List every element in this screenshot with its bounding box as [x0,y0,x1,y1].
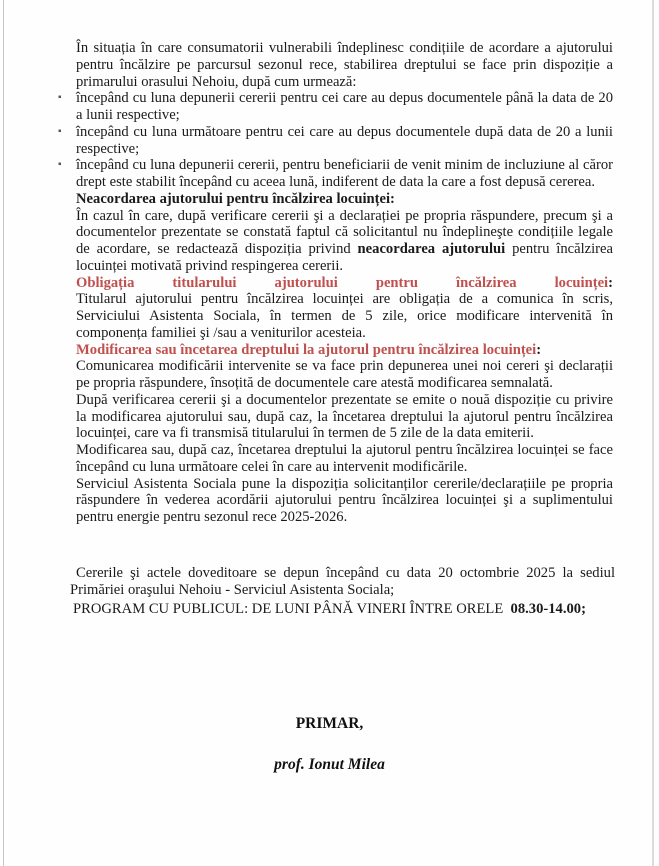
modification-heading-colon: : [536,341,542,358]
modification-paragraph: Serviciul Asistenta Sociala pune la dispoziția solicitanților cererile/declarațiile pe propria răspundere în vederea acordării ajutorului pentru încălzirea locuinței şi a suplimentului pentru energie pentru sezonul rece 2025-2026. [76,475,613,525]
refusal-text-bold: neacordarea ajutorului [357,241,506,257]
intro-line-2: pentru încălzire pe parcursul sezonul rece, stabilirea dreptului se face prin dispoziție a [76,56,613,73]
submission-info [70,565,615,618]
obligation-heading [76,275,613,292]
page-edge-left [3,0,4,866]
modification-paragraph: După verificarea cererii şi a documentelor prezentate se emite o nouă dispoziție cu privire la modificarea ajutorului sau, după caz, la încetarea dreptului la ajutorul pentru încălzirea locuinței, care va fi transmisă titularului în termen de 5 zile de la data emiterii. [76,391,613,442]
intro-line-1: În situația în care consumatorii vulnerabili îndeplinesc condițiile de acordare a ajutorului [76,40,613,56]
schedule-hours: 08.30-14.00; [510,601,586,617]
schedule-label: PROGRAM CU PUBLICUL: DE LUNI PÂNĂ VINERI ÎNTRE ORELE [73,601,511,617]
submission-line-2: Primăriei oraşului Nehoiu - Serviciul Asistenta Sociala; [70,581,395,598]
bullet-icon: ▪ [58,125,62,137]
bullet-text: începând cu luna depunerii cererii, pentru beneficiarii de venit minim de incluziune al căror drept este stabilit începând cu aceea lună, indiferent de data la care a fost depusă cererea. [76,157,613,190]
refusal-text-before: În cazul în care, după verificare cererii şi a declarației pe propria răspundere, precum şi a documentelor prezentate se constată faptul că solicitantul nu îndeplineşte condițiile legale de acordare, se redactează dispoziția privind [76,207,613,257]
refusal-paragraph [76,208,613,275]
bullet-text: începând cu luna depunerii cererii pentru cei care au depus documentele până la data de 20 a lunii respective; [76,90,613,123]
submission-line-1: Cererile şi actele doveditoare se depun începând cu data 20 octombrie 2025 la sediul [76,565,615,581]
bullet-text: începând cu luna următoare pentru cei care au depus documentele după data de 20 a lunii respective; [76,123,613,157]
obligation-heading-colon: : [608,274,613,291]
obligation-paragraph: Titularul ajutorului pentru încălzirea locuinței are obligația de a comunica în scris, Serviciului Asistenta Sociala, în termen de 5 zile, orice modificare intervenită în componența familiei şi /sau a veniturilor acesteia. [76,291,613,341]
modification-heading [76,342,613,359]
bullet-item [58,123,613,158]
document-body [58,40,613,526]
signature-title: PRIMAR, [295,715,364,732]
bullet-item [58,157,613,191]
refusal-heading: Neacordarea ajutorului pentru încălzirea locuinței: [76,190,395,207]
modification-paragraph: Modificarea sau, după caz, încetarea dreptului la ajutorul pentru încălzirea locuinței se face începând cu luna următoare celei în care au intervenit modificările. [76,442,613,475]
bullet-icon: ▪ [58,92,62,104]
bullet-icon: ▪ [58,159,62,171]
obligation-heading-text: Obligația titularului ajutorului pentru încălzirea locuinței [76,274,609,291]
modification-heading-text: Modificarea sau încetarea dreptului la ajutorul pentru încălzirea locuinței [76,341,537,358]
page-edge-right [652,0,654,866]
schedule-line [70,601,615,618]
signature-name: prof. Ionut Milea [274,756,385,773]
bullet-item [58,90,613,124]
modification-paragraph: Comunicarea modificării intervenite se va face prin depunerea unei noi cereri şi declarații pe propria răspundere, însoțită de documentele care atestă modificarea semnalată. [76,358,613,391]
refusal-text-after: pentru încălzirea locuinței motivată privind respingerea cererii. [76,241,613,274]
intro-line-3: primarului orasului Nehoiu, după cum urmează: [76,73,357,90]
bullet-list [58,90,613,191]
